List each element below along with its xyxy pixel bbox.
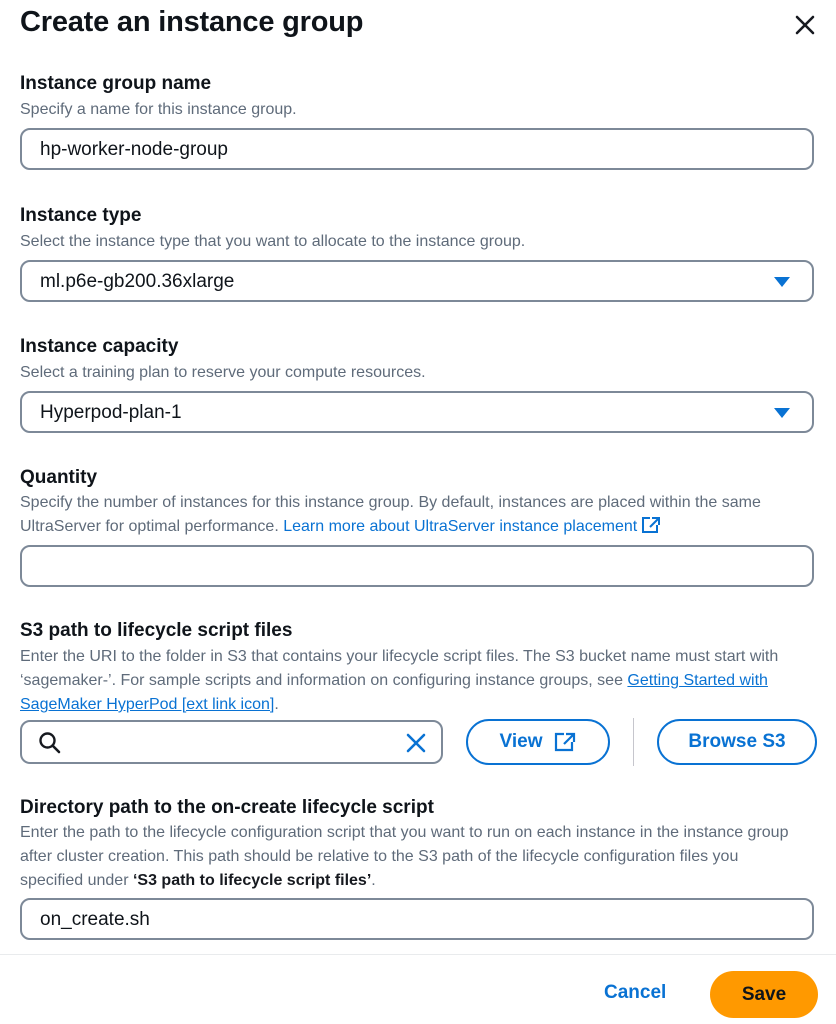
footer-divider <box>0 954 836 955</box>
directory-path-label: Directory path to the on-create lifecycle script <box>20 797 434 818</box>
instance-type-label: Instance type <box>20 205 142 226</box>
ultraserver-placement-link[interactable]: Learn more about UltraServer instance placement <box>283 518 661 535</box>
instance-capacity-description: Select a training plan to reserve your compute resources. <box>20 364 426 381</box>
instance-capacity-label: Instance capacity <box>20 336 179 357</box>
instance-capacity-value: Hyperpod-plan-1 <box>40 402 182 423</box>
s3-path-description-text: Enter the URI to the folder in S3 that contains your lifecycle script files. The S3 bucket name must start with ‘sagemaker-’. For sample scripts and information on configuring instance groups, see <box>20 648 779 689</box>
directory-path-description-text: Enter the path to the lifecycle configuration script that you want to run on each instance in the instance group after cluster creation. This path should be relative to the S3 path of the lifecycle configuration files you specified under <box>20 824 789 889</box>
instance-group-name-input[interactable]: hp-worker-node-group <box>20 128 814 170</box>
divider <box>633 718 634 766</box>
browse-s3-button[interactable]: Browse S3 <box>657 719 817 765</box>
getting-started-link[interactable]: Getting Started with SageMaker HyperPod [ext link icon] <box>20 672 768 713</box>
instance-type-description: Select the instance type that you want to allocate to the instance group. <box>20 233 526 250</box>
close-icon[interactable] <box>792 12 818 38</box>
instance-capacity-select[interactable] <box>20 391 814 433</box>
caret-down-icon <box>774 408 790 418</box>
directory-path-input[interactable]: on_create.sh <box>20 898 814 940</box>
s3-path-label: S3 path to lifecycle script files <box>20 620 293 641</box>
clear-icon[interactable] <box>405 732 427 754</box>
instance-group-name-label: Instance group name <box>20 73 212 94</box>
view-button[interactable]: View <box>466 719 610 765</box>
directory-path-description: Enter the path to the lifecycle configuration script that you want to run on each instance in the instance group after cluster creation. This path should be relative to the S3 path of the lifecycle configuration files you specified under ‘S3 path to lifecycle script files’. <box>20 824 789 889</box>
instance-group-name-description: Specify a name for this instance group. <box>20 101 297 118</box>
s3-path-search-input[interactable] <box>20 720 443 764</box>
instance-type-select[interactable] <box>20 260 814 302</box>
external-link-icon <box>554 732 576 752</box>
cancel-button[interactable]: Cancel <box>604 982 667 1003</box>
quantity-description-text: Specify the number of instances for this instance group. By default, instances are placed within the same UltraServer for optimal performance. <box>20 494 761 535</box>
directory-path-description-bold: ‘S3 path to lifecycle script files’ <box>132 872 372 889</box>
quantity-description <box>20 491 820 539</box>
s3-path-description: Enter the URI to the folder in S3 that contains your lifecycle script files. The S3 bucket name must start with ‘sagemaker-’. For sample scripts and information on configuring instance groups, see Getting Started with SageMaker HyperPod [ext link icon]. <box>20 648 779 713</box>
external-link-icon <box>641 516 661 534</box>
dialog-title: Create an instance group <box>20 6 364 38</box>
search-icon <box>38 731 62 755</box>
quantity-input[interactable] <box>20 545 814 587</box>
instance-type-value: ml.p6e-gb200.36xlarge <box>40 271 235 292</box>
quantity-label: Quantity <box>20 467 98 488</box>
caret-down-icon <box>774 277 790 287</box>
save-button[interactable]: Save <box>710 971 818 1018</box>
